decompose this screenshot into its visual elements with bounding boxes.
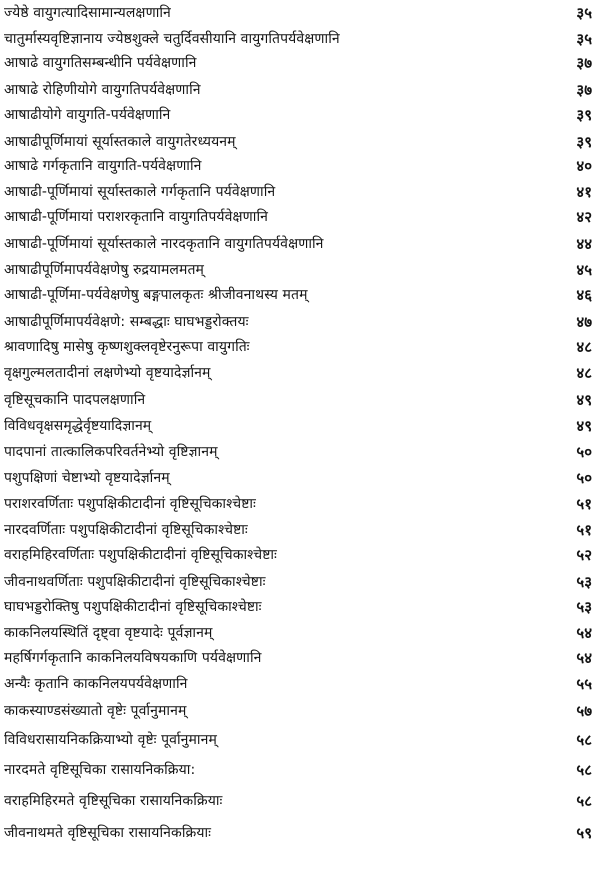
toc-entry [0, 569, 600, 595]
toc-entry [0, 645, 600, 671]
toc-entry [0, 179, 600, 205]
toc-entry [0, 620, 600, 646]
toc-entry [0, 820, 600, 846]
toc-entry-title: आषाढीपूर्णिमापर्यवेक्षणेषु रुद्रयामलमतम् [4, 262, 205, 278]
toc-entry [0, 757, 600, 783]
toc-entry-page-number: ५८ [576, 731, 592, 749]
toc-entry [0, 491, 600, 517]
toc-entry-page-number: ४० [576, 157, 592, 175]
toc-entry-title: जीवनाथमते वृष्टिसूचिका रासायनिकक्रियाः [4, 825, 211, 841]
toc-entry-page-number: ४७ [576, 313, 592, 331]
toc-entry-page-number: ३७ [576, 54, 592, 72]
toc-entry-page-number: ५१ [576, 495, 592, 513]
toc-entry-title: आषाढी-पूर्णिमा-पर्यवेक्षणेषु बङ्गपालकृतः श्रीजीवनाथस्य मतम् [4, 287, 308, 303]
toc-entry [0, 465, 600, 491]
toc-entry-page-number: ४९ [576, 391, 592, 409]
toc-entry [0, 334, 600, 360]
toc-entry-title: चातुर्मास्यवृष्टिज्ञानाय ज्येष्ठशुक्ले चतुर्दिवसीयानि वायुगतिपर्यवेक्षणानि [4, 31, 340, 47]
toc-entry [0, 0, 600, 26]
toc-entry-title: वृष्टिसूचकानि पादपलक्षणानि [4, 392, 146, 408]
toc-entry [0, 204, 600, 230]
toc-entry-page-number: ४१ [576, 183, 592, 201]
toc-entry [0, 413, 600, 439]
toc-entry-page-number: ५८ [576, 761, 592, 779]
toc-entry-title: पशुपक्षिणां चेष्टाभ्यो वृष्टयादेर्ज्ञानम् [4, 470, 170, 486]
toc-entry-title: विविधरासायनिकक्रियाभ्यो वृष्टेः पूर्वानुमानम् [4, 732, 217, 748]
toc-entry-page-number: ४८ [576, 338, 592, 356]
toc-entry-page-number: ५० [576, 469, 592, 487]
toc-entry [0, 257, 600, 283]
toc-entry-title: आषाढीपूर्णिमापर्यवेक्षणे: सम्बद्धाः घाघभड्डरोक्तयः [4, 314, 249, 330]
toc-entry-title: पादपानां तात्कालिकपरिवर्तनेभ्यो वृष्टिज्ञानम् [4, 444, 218, 460]
toc-entry-page-number: ४२ [576, 208, 592, 226]
toc-entry-title: आषाढे रोहिणीयोगे वायुगतिपर्यवेक्षणानि [4, 82, 201, 98]
toc-entry-title: नारदमते वृष्टिसूचिका रासायनिकक्रिया: [4, 762, 196, 778]
toc-entry-title: नारदवर्णिताः पशुपक्षिकीटादीनां वृष्टिसूचिकाश्चेष्टाः [4, 522, 248, 538]
toc-entry [0, 698, 600, 724]
toc-entry-title: आषाढीपूर्णिमायां सूर्यास्तकाले वायुगतेरध्ययनम् [4, 134, 236, 150]
toc-entry-page-number: ३५ [576, 4, 592, 22]
toc-entry [0, 517, 600, 543]
toc-entry [0, 671, 600, 697]
toc-entry-page-number: ३५ [576, 30, 592, 48]
toc-entry-title: अन्यैः कृतानि काकनिलयपर्यवेक्षणानि [4, 676, 188, 692]
toc-entry [0, 26, 600, 52]
toc-entry-page-number: ५० [576, 443, 592, 461]
toc-entry-page-number: ५२ [576, 546, 592, 564]
toc-entry-page-number: ५१ [576, 521, 592, 539]
toc-entry-page-number: ४६ [576, 286, 592, 304]
toc-entry-title: श्रावणादिषु मासेषु कृष्णशुक्लवृष्टेरनुरूपा वायुगतिः [4, 339, 250, 355]
toc-entry-title: आषाढे गर्गकृतानि वायुगति-पर्यवेक्षणानि [4, 158, 202, 174]
toc-entry-title: जीवनाथवर्णिताः पशुपक्षिकीटादीनां वृष्टिसूचिकाश्चेष्टाः [4, 574, 266, 590]
toc-entry-page-number: ३९ [576, 106, 592, 124]
toc-entry-title: पराशरवर्णिताः पशुपक्षिकीटादीनां वृष्टिसूचिकाश्चेष्टाः [4, 496, 256, 512]
toc-entry-title: घाघभड्डरोक्तिषु पशुपक्षिकीटादीनां वृष्टिसूचिकाश्चेष्टाः [4, 599, 262, 615]
toc-entry-page-number: ५४ [576, 649, 592, 667]
toc-entry-page-number: ५३ [576, 598, 592, 616]
toc-entry [0, 231, 600, 257]
toc-entry-page-number: ४८ [576, 364, 592, 382]
toc-entry-title: आषाढी-पूर्णिमायां सूर्यास्तकाले गर्गकृतानि पर्यवेक्षणानि [4, 184, 276, 200]
toc-entry [0, 282, 600, 308]
toc-entry-title: आषाढे वायुगतिसम्बन्धीनि पर्यवेक्षणानि [4, 55, 197, 71]
toc-entry [0, 129, 600, 155]
toc-entry [0, 727, 600, 753]
toc-entry [0, 309, 600, 335]
toc-entry-title: आषाढीयोगे वायुगति-पर्यवेक्षणानि [4, 107, 171, 123]
toc-entry [0, 50, 600, 76]
toc-entry-page-number: ५५ [576, 675, 592, 693]
toc-entry [0, 439, 600, 465]
toc-entry [0, 594, 600, 620]
toc-entry-title: महर्षिगर्गकृतानि काकनिलयविषयकाणि पर्यवेक्षणानि [4, 650, 262, 666]
toc-entry-page-number: ५७ [576, 702, 592, 720]
toc-entry-title: वराहमिहिरमते वृष्टिसूचिका रासायनिकक्रियाः [4, 793, 223, 809]
toc-entry-page-number: ५९ [576, 824, 592, 842]
toc-entry [0, 788, 600, 814]
toc-entry [0, 102, 600, 128]
toc-entry-page-number: ३९ [576, 133, 592, 151]
toc-entry [0, 153, 600, 179]
toc-entry-title: वराहमिहिरवर्णिताः पशुपक्षिकीटादीनां वृष्टिसूचिकाश्चेष्टाः [4, 547, 277, 563]
toc-entry-page-number: ४५ [576, 261, 592, 279]
toc-entry-title: काकस्याण्डसंख्यातो वृष्टेः पूर्वानुमानम् [4, 703, 187, 719]
toc-entry [0, 542, 600, 568]
toc-entry-page-number: ५३ [576, 573, 592, 591]
toc-entry-title: ज्येष्ठे वायुगत्यादिसामान्यलक्षणानि [4, 5, 171, 21]
toc-entry-page-number: ४४ [576, 235, 592, 253]
toc-entry-title: आषाढी-पूर्णिमायां पराशरकृतानि वायुगतिपर्यवेक्षणानि [4, 209, 268, 225]
toc-entry-title: आषाढी-पूर्णिमायां सूर्यास्तकाले नारदकृतानि वायुगतिपर्यवेक्षणानि [4, 236, 324, 252]
toc-entry-title: वृक्षगुल्मलतादीनां लक्षणेभ्यो वृष्टयादेर्ज्ञानम् [4, 365, 211, 381]
toc-entry-title: विविधवृक्षसमृद्धेर्वृष्टयादिज्ञानम् [4, 418, 152, 434]
toc-entry-page-number: ५८ [576, 792, 592, 810]
toc-entry [0, 77, 600, 103]
toc-entry-title: काकनिलयस्थितिं दृष्ट्वा वृष्टयादेः पूर्वज्ञानम् [4, 625, 213, 641]
toc-entry [0, 387, 600, 413]
toc-entry-page-number: ४९ [576, 417, 592, 435]
toc-entry [0, 360, 600, 386]
toc-entry-page-number: ३७ [576, 81, 592, 99]
toc-entry-page-number: ५४ [576, 624, 592, 642]
